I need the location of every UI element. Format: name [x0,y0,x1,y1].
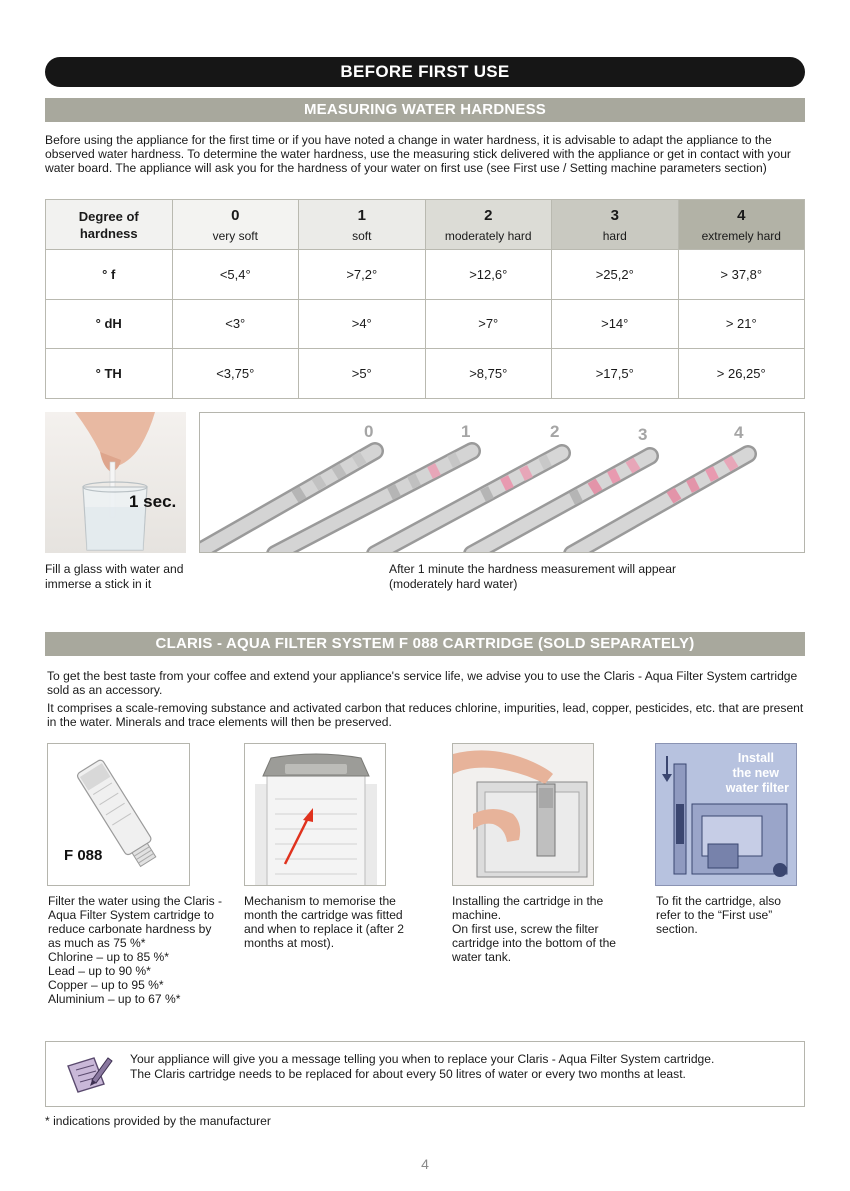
caption-installing-2: On first use, screw the filter cartridge into the bottom of the water tank. [452,922,617,964]
row-label: ° f [46,250,173,300]
sticks-image [199,412,805,553]
table-cell: <3,75° [172,349,299,399]
table-row [46,349,805,399]
stick-number: 1 [461,422,471,441]
page-title: BEFORE FIRST USE [45,57,805,87]
stat-lead: Lead – up to 90 %* [48,964,151,978]
claris-intro-2: It comprises a scale-removing substance and activated carbon that reduces chlorine, impurities, lead, copper, pesticides, etc. that are present in the water. Minerals and trace elements will then be preserved. [47,701,804,729]
cartridge-mechanism-illustration [245,744,386,886]
install-display-image [655,743,797,886]
stick-number: 3 [638,425,648,444]
level-number: 4 [737,206,746,224]
caption-first-use: To fit the cartridge, also refer to the “First use” section. [656,894,782,936]
note-pencil-icon [64,1052,114,1096]
caption-mechanism: Mechanism to memorise the month the cartridge was fitted and when to replace it (after 2 months at most). [244,894,405,950]
table-corner-label: Degree of hardness [46,200,173,250]
filter-cartridge-illustration [48,744,190,886]
level-number: 1 [357,206,366,224]
caption-sticks: After 1 minute the hardness measurement will appear (moderately hard water) [389,562,677,591]
replacement-note [45,1041,805,1107]
glass-image [45,412,186,553]
note-line-1: Your appliance will give you a message telling you when to replace your Claris - Aqua Filter System cartridge. [130,1052,715,1066]
section-title-water-hardness: MEASURING WATER HARDNESS [45,98,805,122]
level-number: 2 [484,206,493,224]
hardness-table [45,199,805,399]
table-cell: <5,4° [172,250,299,300]
level-header-0 [172,200,299,250]
section-title-claris: CLARIS - AQUA FILTER SYSTEM F 088 CARTRIDGE (SOLD SEPARATELY) [45,632,805,656]
cartridge-image [47,743,190,886]
hardness-intro: Before using the appliance for the first time or if you have noted a change in water hardness, it is advisable to adapt the appliance to the observed water hardness. To determine the water hardness, use the measuring stick delivered with the appliance or get in contact with your water board. The appliance will ask you for the hardness of your water on first use (see First use / Setting machine parameters section) [45,133,791,175]
stick-number: 4 [734,423,744,442]
note-text [130,1052,790,1081]
level-name: moderately hard [444,228,532,243]
level-number: 3 [610,206,619,224]
caption-glass: Fill a glass with water and immerse a stick in it [45,562,184,591]
table-cell: > 21° [678,299,805,349]
stat-chlorine: Chlorine – up to 85 %* [48,950,170,964]
table-cell: >5° [299,349,426,399]
level-name: soft [352,228,372,243]
table-cell: >7° [425,299,552,349]
page-number: 4 [421,1156,429,1172]
table-cell: > 26,25° [678,349,805,399]
table-cell: >25,2° [552,250,679,300]
level-header-1 [299,200,426,250]
level-header-3 [552,200,679,250]
stick-number: 0 [364,422,374,441]
claris-intro-1: To get the best taste from your coffee and extend your appliance's service life, we advise you to use the Claris - Aqua Filter System cartridge sold as an accessory. [47,669,798,697]
install-line-1: Install [737,751,774,765]
table-cell: > 37,8° [678,250,805,300]
install-line-3: water filter [725,781,789,795]
table-cell: >17,5° [552,349,679,399]
note-line-2: The Claris cartridge needs to be replaced for about every 50 litres of water or every two months at least. [130,1066,686,1081]
table-cell: >14° [552,299,679,349]
level-name: very soft [212,228,258,243]
cartridge-label: F 088 [64,847,103,864]
caption-filter [48,894,223,1006]
glass-illustration [45,412,186,553]
row-label: ° dH [46,299,173,349]
install-line-2: the new [732,766,779,780]
table-cell: >4° [299,299,426,349]
row-label: ° TH [46,349,173,399]
install-filter-display-illustration [656,744,797,886]
stick-number: 2 [550,422,560,441]
table-cell: >12,6° [425,250,552,300]
footnote: * indications provided by the manufacturer [45,1114,271,1128]
installing-image [452,743,594,886]
level-header-2 [425,200,552,250]
level-name: hard [602,228,627,243]
level-name: extremely hard [701,228,781,243]
stat-aluminium: Aluminium – up to 67 %* [48,992,181,1006]
level-number: 0 [231,206,240,224]
table-row [46,299,805,349]
level-header-4 [678,200,805,250]
table-cell: >7,2° [299,250,426,300]
table-cell: <3° [172,299,299,349]
table-header-row [46,200,805,250]
mechanism-image [244,743,386,886]
caption-installing-1: Installing the cartridge in the machine. [452,894,604,922]
table-cell: >8,75° [425,349,552,399]
table-row [46,250,805,300]
glass-time-label: 1 sec. [129,492,177,511]
installing-cartridge-illustration [453,744,594,886]
test-sticks-illustration [200,413,805,553]
caption-filter-text: Filter the water using the Claris - Aqua Filter System cartridge to reduce carbonate hardness by as much as 75 %* [48,894,223,950]
caption-installing [452,894,627,964]
stat-copper: Copper – up to 95 %* [48,978,164,992]
